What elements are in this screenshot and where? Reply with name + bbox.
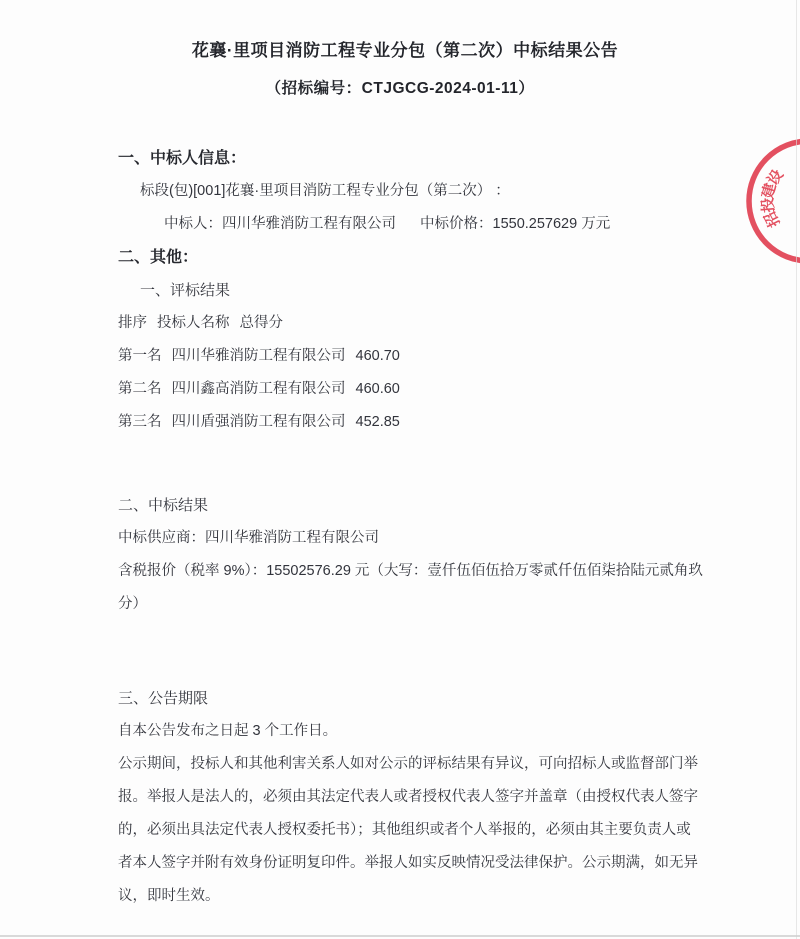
table-row	[118, 373, 778, 406]
doc-subtitle: （招标编号：CTJGCG-2024-01-11）	[265, 80, 535, 97]
table-row	[118, 340, 778, 373]
row-score: 460.70	[355, 348, 400, 364]
col-score: 总得分	[239, 315, 283, 331]
price-label: 中标价格：	[420, 216, 493, 232]
notice-para-line: 的，必须出具法定代表人授权委托书）；其他组织或者个人举报的，必须由其主要负责人或	[118, 822, 691, 838]
stamp-char: 建	[759, 181, 780, 201]
spacer	[118, 621, 778, 682]
eval-result-heading: 一、评标结果	[140, 282, 231, 299]
award-result-heading: 二、中标结果	[118, 497, 209, 514]
section-winner-info-heading: 一、中标人信息：	[118, 150, 247, 167]
notice-para-line: 公示期间，投标人和其他利害关系人如对公示的评标结果有异议，可向招标人或监督部门举	[118, 756, 698, 772]
supplier-line: 中标供应商：四川华雅消防工程有限公司	[118, 530, 379, 546]
stamp-char: 投	[759, 196, 778, 214]
row-rank: 第一名	[118, 348, 162, 364]
row-score: 452.85	[355, 414, 400, 430]
stamp-char: 设	[764, 166, 787, 189]
notice-para-line: 议，即时生效。	[118, 888, 220, 904]
price-value: 1550.257629 万元	[492, 216, 611, 232]
lot-line: 标段(包)[001]花襄·里项目消防工程专业分包（第二次） ：	[140, 183, 510, 199]
doc-title: 花襄·里项目消防工程专业分包（第二次）中标结果公告	[191, 41, 619, 60]
table-row	[118, 406, 778, 439]
row-bidder: 四川鑫高消防工程有限公司	[171, 381, 346, 397]
row-rank: 第三名	[118, 414, 162, 430]
tax-price-line-2: 分）	[118, 596, 147, 612]
col-rank: 排序	[118, 315, 147, 331]
stamp-char: 招	[761, 208, 784, 230]
tax-price-line-1: 含税报价（税率 9%）：15502576.29 元（大写：壹仟伍佰伍拾万零贰仟伍佰柒拾陆元贰角玖	[118, 563, 703, 579]
eval-table-header	[118, 307, 778, 340]
winner-label: 中标人：	[164, 216, 222, 232]
row-bidder: 四川盾强消防工程有限公司	[171, 414, 346, 430]
spacer	[118, 439, 778, 489]
notice-para-line: 报。举报人是法人的，必须由其法定代表人或者授权代表人签字并盖章（由授权代表人签字	[118, 789, 698, 805]
page-bottom-line	[0, 935, 800, 937]
red-seal-stamp-icon	[700, 120, 800, 290]
row-bidder: 四川华雅消防工程有限公司	[171, 348, 346, 364]
doc-body	[118, 142, 778, 913]
winner-price-line	[118, 208, 778, 241]
page-edge-line	[796, 0, 797, 939]
row-score: 460.60	[355, 381, 400, 397]
section-other-heading: 二、其他：	[118, 249, 199, 266]
notice-para-line: 者本人签字并附有效身份证明复印件。举报人如实反映情况受法律保护。公示期满，如无异	[118, 855, 698, 871]
col-bidder: 投标人名称	[157, 315, 230, 331]
winner-name: 四川华雅消防工程有限公司	[222, 216, 396, 232]
row-rank: 第二名	[118, 381, 162, 397]
notice-period-heading: 三、公告期限	[118, 690, 209, 707]
notice-duration-line: 自本公告发布之日起 3 个工作日。	[118, 723, 338, 739]
